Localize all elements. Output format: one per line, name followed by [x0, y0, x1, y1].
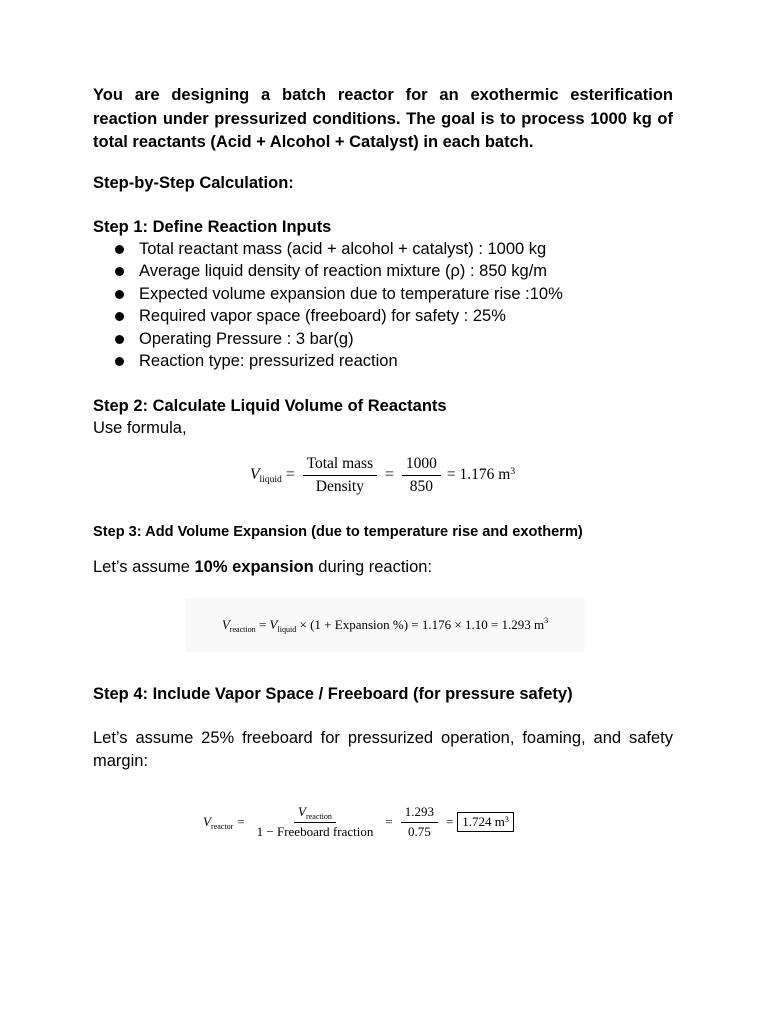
fraction: $\frac{V_{reaction}}{\text{1 − Freeboard fraction}}$	[256, 804, 374, 839]
step1-heading: Step 1: Define Reaction Inputs	[93, 217, 332, 236]
step3-heading: Step 3: Add Volume Expansion (due to temperature rise and exotherm)	[93, 524, 583, 540]
bullet-icon	[115, 267, 124, 276]
step1-list	[93, 238, 673, 373]
reaction-volume-equation: $V_{reaction}$ = $V_{liquid}$ × (1 + Expansion %) = 1.176 × 1.10 = 1.293 m 3	[185, 598, 585, 652]
bullet-icon	[115, 335, 124, 344]
bullet-icon	[115, 290, 124, 299]
step3-text: Let’s assume 10% expansion during reaction:	[93, 558, 433, 576]
section-heading: Step-by-Step Calculation:	[93, 173, 294, 192]
list-item: Average liquid density of reaction mixture (ρ) : 850 kg/m	[93, 260, 673, 283]
step4-heading: Step 4: Include Vapor Space / Freeboard (for pressure safety)	[93, 685, 573, 703]
bullet-icon	[115, 357, 124, 366]
list-item: Total reactant mass (acid + alcohol + catalyst) : 1000 kg	[93, 238, 673, 261]
result-box: 1.724 $m^3$	[457, 812, 514, 832]
bullet-icon	[115, 312, 124, 321]
step2-text: Use formula,	[93, 418, 187, 437]
fraction: $\frac{1000}{850}$	[402, 455, 441, 494]
fraction: $\frac{1.293}{0.75}$	[401, 805, 438, 839]
list-item: Operating Pressure : 3 bar(g)	[93, 328, 673, 351]
list-item: Reaction type: pressurized reaction	[93, 350, 673, 373]
bullet-icon	[115, 245, 124, 254]
list-item: Expected volume expansion due to temperature rise :10%	[93, 283, 673, 306]
step2-heading: Step 2: Calculate Liquid Volume of Reactants	[93, 396, 447, 415]
reactor-volume-equation: $V_{reactor}$ = $\frac{V_{reaction}}{\text{1 − Freeboard fraction}}$ = $\frac{1.293}{0.75}$ = 1.724 $m^3$	[203, 802, 514, 842]
step4-text: Let’s assume 25% freeboard for pressurized operation, foaming, and safety margin:	[93, 729, 673, 770]
liquid-volume-equation: $V_{liquid}$ = $\frac{\text{Total mass}}{\text{Density}}$ = $\frac{1000}{850}$ = 1.176 $m^3$	[250, 455, 516, 495]
document-page	[93, 84, 673, 439]
intro-paragraph: You are designing a batch reactor for an exothermic esterification reaction under pressurized conditions. The goal is to process 1000 kg of total reactants (Acid + Alcohol + Catalyst) in each batch.	[93, 86, 673, 151]
list-item: Required vapor space (freeboard) for safety : 25%	[93, 305, 673, 328]
fraction: $\frac{\text{Total mass}}{\text{Density}}$	[303, 455, 378, 494]
